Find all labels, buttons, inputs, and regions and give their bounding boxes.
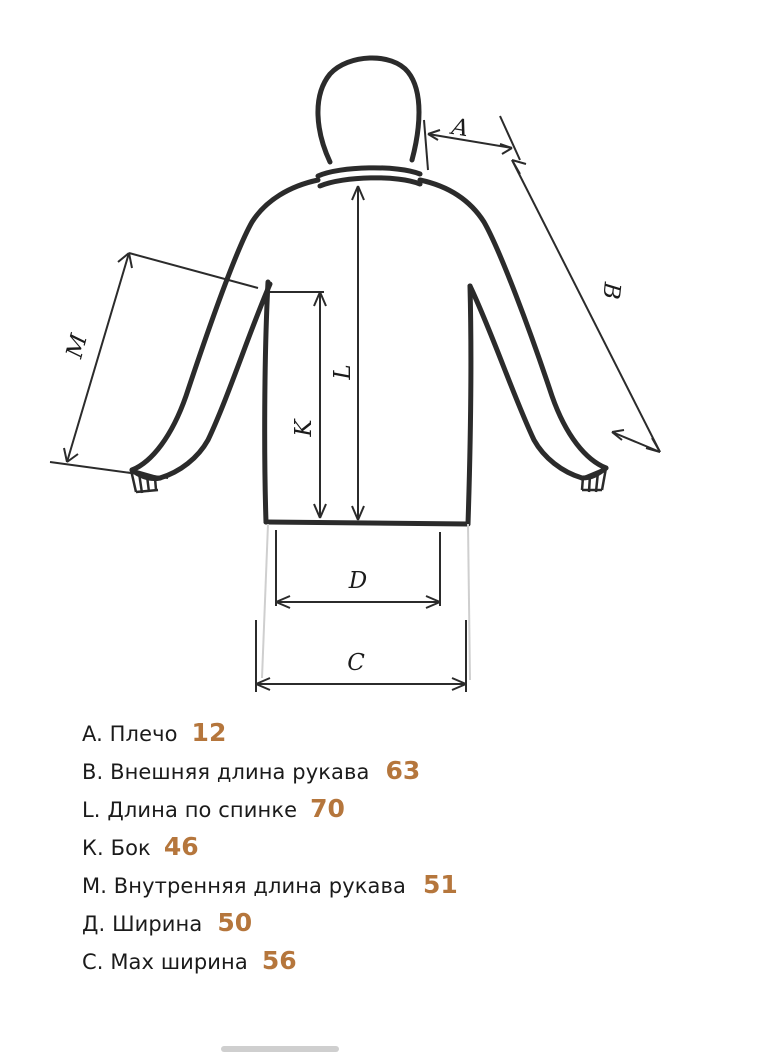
- measurement-code-d: Д.: [82, 912, 106, 936]
- measurements-list: [0, 718, 765, 984]
- measurement-code-b: B.: [82, 760, 104, 784]
- measurement-name-b: Внешняя длина рукава: [110, 760, 370, 784]
- measurement-name-l: Длина по спинке: [107, 798, 298, 822]
- measurement-row-a: [82, 718, 765, 747]
- measurement-row-b: [82, 756, 765, 785]
- dimension-label-M: M: [61, 331, 93, 361]
- measurement-code-c: С.: [82, 950, 104, 974]
- dimension-label-K: K: [291, 419, 317, 437]
- dimension-L: [352, 186, 364, 520]
- dimension-label-A: A: [449, 113, 471, 143]
- measurement-name-k: Бок: [110, 836, 151, 860]
- measurement-name-d: Ширина: [112, 912, 203, 936]
- dimension-B: [512, 160, 660, 452]
- measurement-row-c: [82, 946, 765, 975]
- dimension-A: [424, 113, 520, 170]
- dimension-label-L: L: [330, 364, 356, 380]
- measurement-row-k: [82, 832, 765, 861]
- measurement-value-c: 56: [261, 946, 297, 975]
- bottom-indicator-bar: [221, 1046, 339, 1052]
- measurement-value-a: 12: [191, 718, 227, 747]
- measurement-name-a: Плечо: [109, 722, 178, 746]
- dimension-label-D: D: [348, 568, 368, 594]
- jacket-outline: [132, 58, 606, 524]
- measurement-name-m: Внутренняя длина рукава: [113, 874, 406, 898]
- measurement-value-m: 51: [422, 870, 458, 899]
- measurement-row-d: [82, 908, 765, 937]
- measurement-row-l: [82, 794, 765, 823]
- dimension-label-C: C: [347, 650, 365, 676]
- measurement-value-l: 70: [310, 794, 345, 823]
- dimension-label-B: B: [597, 280, 625, 301]
- measurement-row-m: [82, 870, 765, 899]
- measurement-name-c: Мах ширина: [110, 950, 248, 974]
- measurement-label-a: [82, 722, 178, 746]
- dimension-K: [268, 292, 326, 518]
- measurement-label-c: [82, 950, 248, 974]
- measurement-value-k: 46: [163, 832, 199, 861]
- measurement-code-l: L.: [82, 798, 101, 822]
- measurement-value-d: 50: [217, 908, 253, 937]
- measurement-label-d: [82, 912, 202, 936]
- measurement-code-k: К.: [82, 836, 104, 860]
- measurement-code-a: A.: [82, 722, 103, 746]
- measurement-code-m: М.: [82, 874, 107, 898]
- measurement-label-k: [82, 836, 151, 860]
- cuff-hatching: [131, 468, 606, 493]
- measurement-value-b: 63: [385, 756, 421, 785]
- measurement-label-b: [82, 760, 369, 784]
- measurement-label-l: [82, 798, 297, 822]
- measurement-label-m: [82, 874, 406, 898]
